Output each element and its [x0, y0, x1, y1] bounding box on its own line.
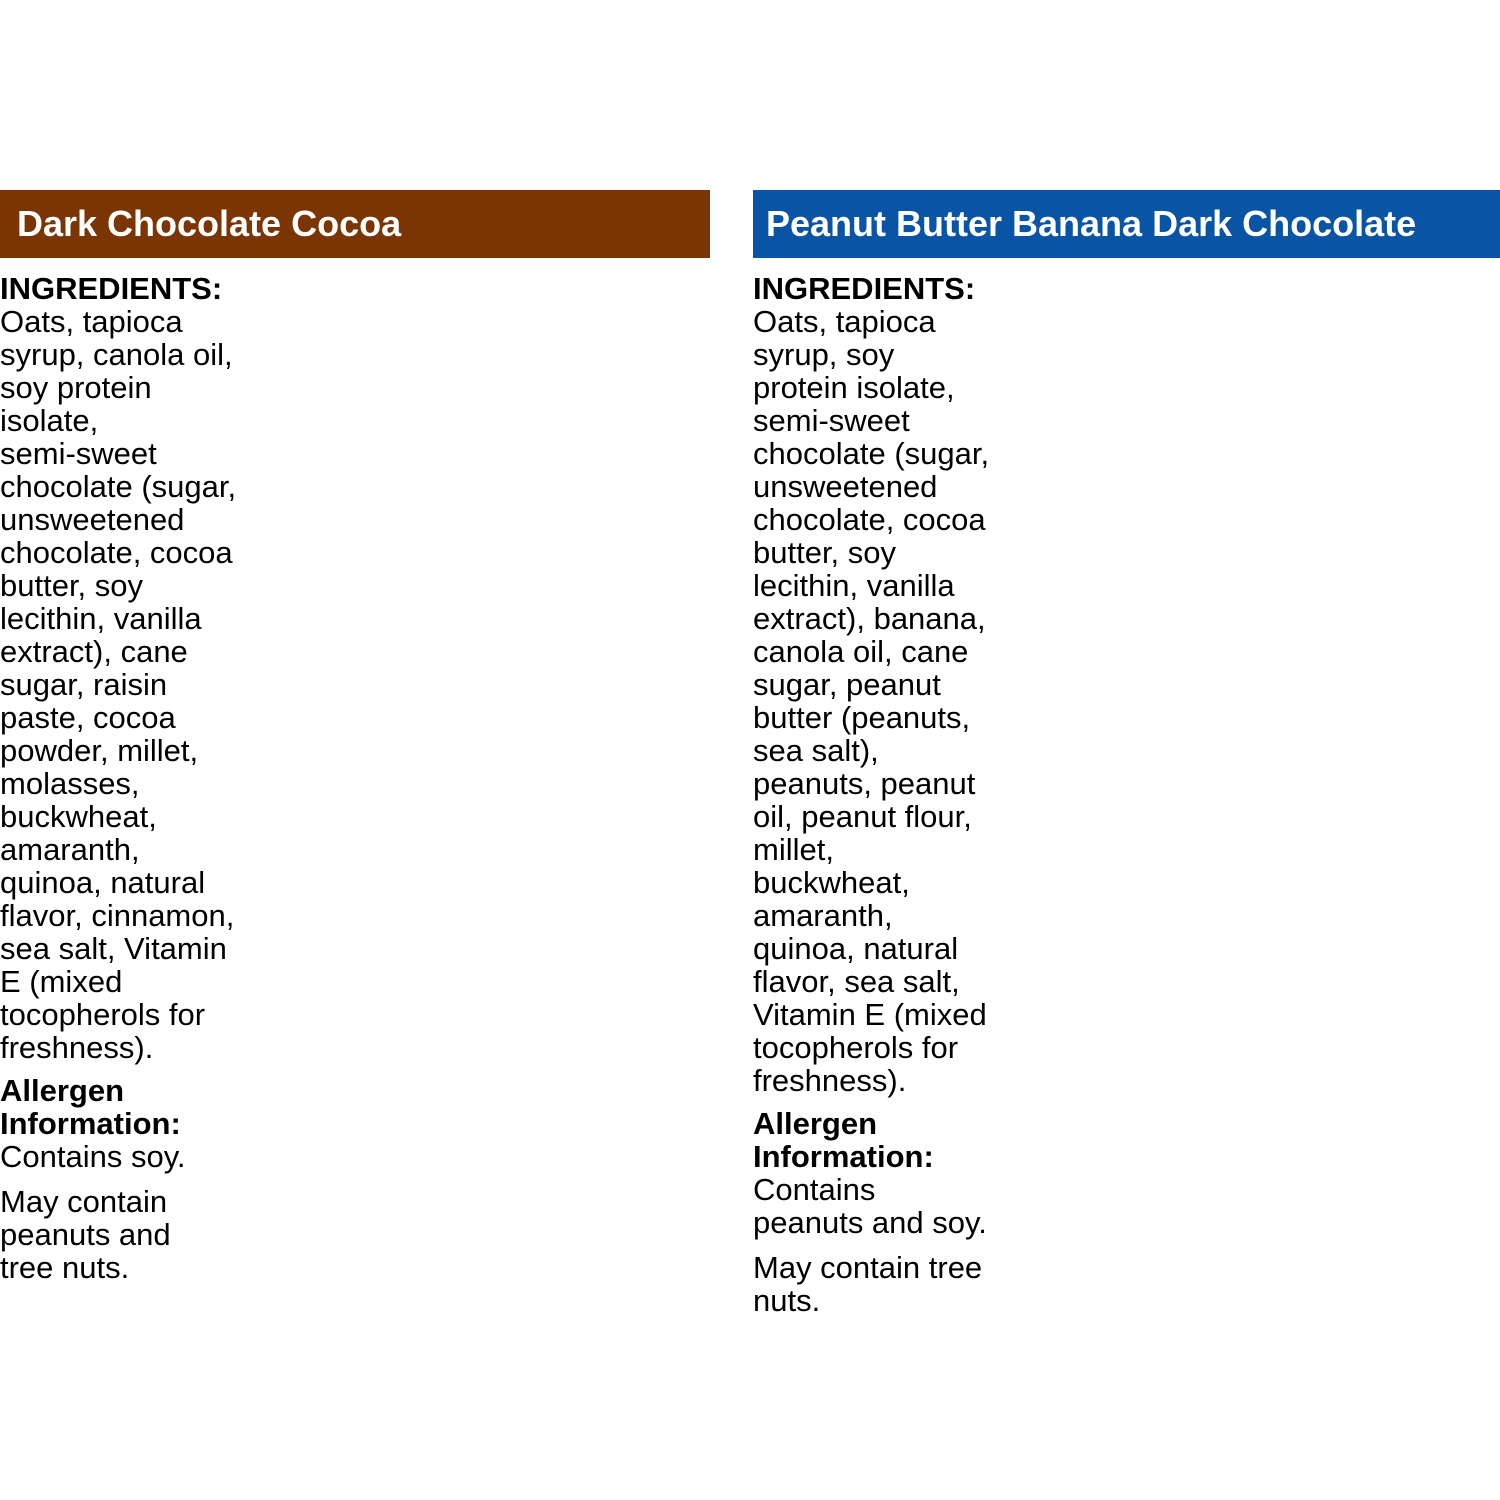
ingredients-heading: INGREDIENTS:	[753, 271, 976, 306]
ingredient-line: sea salt),	[753, 733, 879, 768]
ingredient-line: powder, millet,	[0, 733, 199, 768]
ingredient-line: peanuts, peanut	[753, 766, 976, 801]
ingredient-line: protein isolate,	[753, 370, 955, 405]
ingredient-line: amaranth,	[753, 898, 893, 933]
ingredient-line: syrup, soy	[753, 337, 895, 372]
allergen-heading	[0, 1074, 710, 1140]
may-contain-line: May contain tree	[753, 1250, 983, 1285]
ingredient-line: molasses,	[0, 766, 140, 801]
allergen-heading-line: Allergen	[0, 1073, 125, 1108]
may-contain-statement	[0, 1185, 710, 1284]
product-title: Dark Chocolate Cocoa	[17, 203, 402, 244]
may-contain-line: tree nuts.	[0, 1250, 130, 1285]
product-title: Peanut Butter Banana Dark Chocolate	[766, 203, 1417, 244]
ingredient-line: sugar, peanut	[753, 667, 941, 702]
ingredient-line: chocolate (sugar,	[753, 436, 990, 471]
ingredient-line: butter, soy	[753, 535, 897, 570]
ingredient-line: Vitamin E (mixed	[753, 997, 987, 1032]
ingredient-line: flavor, sea salt,	[753, 964, 960, 999]
ingredient-line: lecithin, vanilla	[753, 568, 955, 603]
ingredient-line: unsweetened	[0, 502, 185, 537]
ingredient-line: E (mixed	[0, 964, 123, 999]
column-header	[753, 190, 1500, 258]
contains-line: peanuts and soy.	[753, 1205, 987, 1240]
allergen-heading	[753, 1107, 1500, 1173]
ingredient-line: quinoa, natural	[753, 931, 959, 966]
ingredient-line: unsweetened	[753, 469, 938, 504]
ingredient-line: isolate,	[0, 403, 99, 438]
allergen-heading-line: Information:	[753, 1139, 934, 1174]
ingredient-line: extract), banana,	[753, 601, 986, 636]
ingredients-panel	[753, 258, 1500, 1317]
ingredients-list	[753, 305, 1500, 1097]
ingredient-line: chocolate, cocoa	[753, 502, 986, 537]
may-contain-line: peanuts and	[0, 1217, 171, 1252]
ingredient-line: butter, soy	[0, 568, 144, 603]
ingredients-list	[0, 305, 710, 1064]
ingredient-line: syrup, canola oil,	[0, 337, 233, 372]
ingredient-line: oil, peanut flour,	[753, 799, 972, 834]
contains-statement	[0, 1140, 710, 1173]
contains-line: Contains	[753, 1172, 876, 1207]
ingredient-line: buckwheat,	[753, 865, 910, 900]
allergen-heading-line: Information:	[0, 1106, 181, 1141]
ingredient-line: freshness).	[753, 1063, 907, 1098]
allergen-heading-line: Allergen	[753, 1106, 878, 1141]
ingredient-line: sea salt, Vitamin	[0, 931, 227, 966]
ingredient-line: quinoa, natural	[0, 865, 206, 900]
ingredient-line: extract), cane	[0, 634, 188, 669]
contains-statement	[753, 1173, 1500, 1239]
ingredients-panel	[0, 258, 710, 1284]
ingredient-line: tocopherols for	[0, 997, 206, 1032]
ingredient-line: tocopherols for	[753, 1030, 959, 1065]
ingredient-line: chocolate (sugar,	[0, 469, 237, 504]
ingredient-line: Oats, tapioca	[753, 304, 936, 339]
ingredient-line: freshness).	[0, 1030, 154, 1065]
ingredient-line: butter (peanuts,	[753, 700, 971, 735]
ingredient-line: millet,	[753, 832, 834, 867]
ingredient-line: paste, cocoa	[0, 700, 176, 735]
may-contain-line: May contain	[0, 1184, 168, 1219]
dark-chocolate-cocoa-column	[0, 190, 710, 1284]
ingredient-line: flavor, cinnamon,	[0, 898, 235, 933]
ingredient-line: canola oil, cane	[753, 634, 969, 669]
may-contain-line: nuts.	[753, 1283, 821, 1318]
ingredient-line: soy protein	[0, 370, 152, 405]
ingredient-line: semi-sweet	[0, 436, 157, 471]
contains-line: Contains soy.	[0, 1139, 186, 1174]
ingredient-line: semi-sweet	[753, 403, 910, 438]
may-contain-statement	[753, 1251, 1500, 1317]
ingredient-line: amaranth,	[0, 832, 140, 867]
ingredient-line: chocolate, cocoa	[0, 535, 233, 570]
column-header	[0, 190, 710, 258]
peanut-butter-banana-column	[753, 190, 1500, 1317]
ingredient-line: lecithin, vanilla	[0, 601, 202, 636]
ingredient-line: buckwheat,	[0, 799, 157, 834]
ingredient-line: Oats, tapioca	[0, 304, 183, 339]
ingredient-line: sugar, raisin	[0, 667, 168, 702]
ingredients-heading: INGREDIENTS:	[0, 271, 223, 306]
